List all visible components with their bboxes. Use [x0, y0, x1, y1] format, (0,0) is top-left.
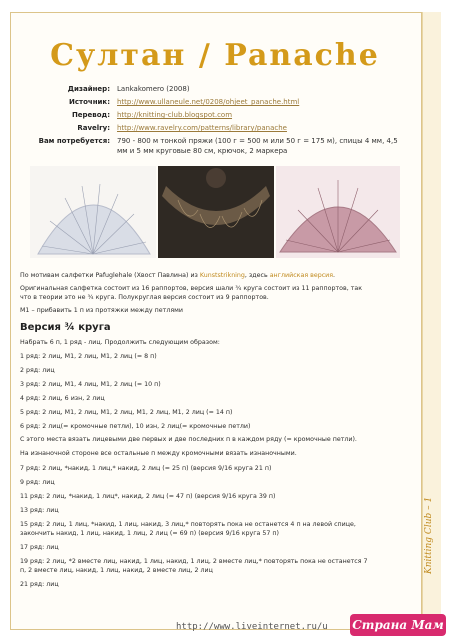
instruction-line: 11 ряд: 2 лиц, *накид, 1 лиц*, накид, 2 лиц (= 47 п) (версия 9/16 круга 39 п): [20, 493, 276, 500]
meta-key: Ravelry:: [77, 124, 110, 132]
instruction-line: 1 ряд: 2 лиц, М1, 2 лиц, М1, 2 лиц (= 8 п): [20, 353, 157, 360]
instruction-line: 19 ряд: 2 лиц, *2 вместе лиц, накид, 1 лиц, накид, 1 лиц, 2 вместе лиц,* повторять пока не останется 7: [20, 558, 368, 565]
meta-source: [20, 97, 410, 107]
site-stamp: Страна Мам: [350, 614, 446, 636]
instruction-line: 5 ряд: 2 лиц, М1, 2 лиц, М1, 2 лиц, М1, 2 лиц, М1, 2 лиц (= 14 п): [20, 409, 233, 416]
meta-key: Вам потребуется:: [38, 137, 110, 145]
intro-line-2: Оригинальная салфетка состоит из 16 раппортов, версия шали ¾ круга состоит из 11 раппортов, так: [20, 285, 363, 292]
instruction-line: На изнаночной стороне все остальные п между кромочными вязать изнаночными.: [20, 450, 297, 457]
meta-ravelry: [20, 123, 410, 133]
shawl-photo-white: [30, 166, 156, 258]
shawl-photo-worn: [158, 166, 274, 258]
intro-text: .: [333, 272, 336, 279]
translation-link[interactable]: http://knitting-club.blogspot.com: [117, 111, 233, 119]
intro-text: , здесь: [244, 272, 268, 279]
watermark-url: http://www.liveinternet.ru/u: [176, 622, 328, 632]
instruction-line: С этого места вязать лицевыми две первых и две последних п в каждом ряду (= кромочные петли).: [20, 436, 357, 443]
source-link[interactable]: http://www.ullaneule.net/0208/ohjeet_panache.html: [117, 98, 300, 106]
meta-materials: [20, 136, 410, 158]
instruction-line: 9 ряд: лиц: [20, 479, 55, 486]
instruction-line: 15 ряд: 2 лиц, 1 лиц, *накид, 1 лиц, накид, 3 лиц,* повторять пока не останется 4 п на левой спице,: [20, 521, 356, 528]
instruction-line: Набрать 6 п, 1 ряд - лиц. Продолжить следующим образом:: [20, 339, 220, 346]
meta-value: 790 - 800 м тонкой пряжи (100 г = 500 м или 50 г = 175 м), спицы 4 мм, 4,5 мм и 5 мм круговые 80 см, крючок, 2 маркера: [117, 137, 398, 155]
instruction-line: 13 ряд: лиц: [20, 507, 59, 514]
instruction-line: п, 2 вместе лиц, накид, 1 лиц, накид, 2 вместе лиц, 2 лиц: [20, 567, 213, 574]
meta-key: Перевод:: [71, 111, 110, 119]
side-label: Knitting Club – 1: [424, 496, 434, 574]
meta-key: Источник:: [69, 98, 110, 106]
intro-text: По мотивам салфетки Pafuglehale (Хвост Павлина) из: [20, 272, 198, 279]
kunststrikning-link[interactable]: Kunststrikning: [199, 272, 245, 279]
page-title: Султан / Panache: [50, 38, 380, 73]
meta-translation: [20, 110, 410, 120]
meta-key: Дизайнер:: [67, 85, 110, 93]
intro-line-4: М1 – прибавить 1 п из протяжки между петлями: [20, 307, 183, 314]
instruction-line: 17 ряд: лиц: [20, 544, 59, 551]
instruction-line: закончить накид, 1 лиц, накид, 1 лиц, 2 лиц (= 69 п) (версия 9/16 круга 57 п): [20, 530, 280, 537]
instruction-line: 3 ряд: 2 лиц, М1, 4 лиц, М1, 2 лиц (= 10 п): [20, 381, 161, 388]
instruction-line: 2 ряд: лиц: [20, 367, 55, 374]
english-version-link[interactable]: английская версия: [269, 272, 334, 279]
instruction-line: 21 ряд: лиц: [20, 581, 59, 588]
section-heading: Версия ¾ круга: [20, 322, 111, 333]
instruction-line: 6 ряд: 2 лиц(= кромочные петли), 10 изн, 2 лиц(= кромочные петли): [20, 423, 251, 430]
shawl-photo-pink: [276, 166, 400, 258]
meta-designer: [20, 84, 410, 94]
ravelry-link[interactable]: http://www.ravelry.com/patterns/library/panache: [117, 124, 287, 132]
intro-line-1: [20, 272, 405, 281]
intro-line-3: что в теории это не ¾ круга. Полукруглая версия состоит из 9 раппортов.: [20, 294, 269, 301]
photo-strip: [30, 166, 400, 258]
instruction-line: 4 ряд: 2 лиц, 6 изн, 2 лиц: [20, 395, 105, 402]
meta-value: Lankakomero (2008): [117, 85, 190, 93]
instruction-line: 7 ряд: 2 лиц, *накид, 1 лиц,* накид, 2 лиц (= 25 п) (версия 9/16 круга 21 п): [20, 465, 272, 472]
